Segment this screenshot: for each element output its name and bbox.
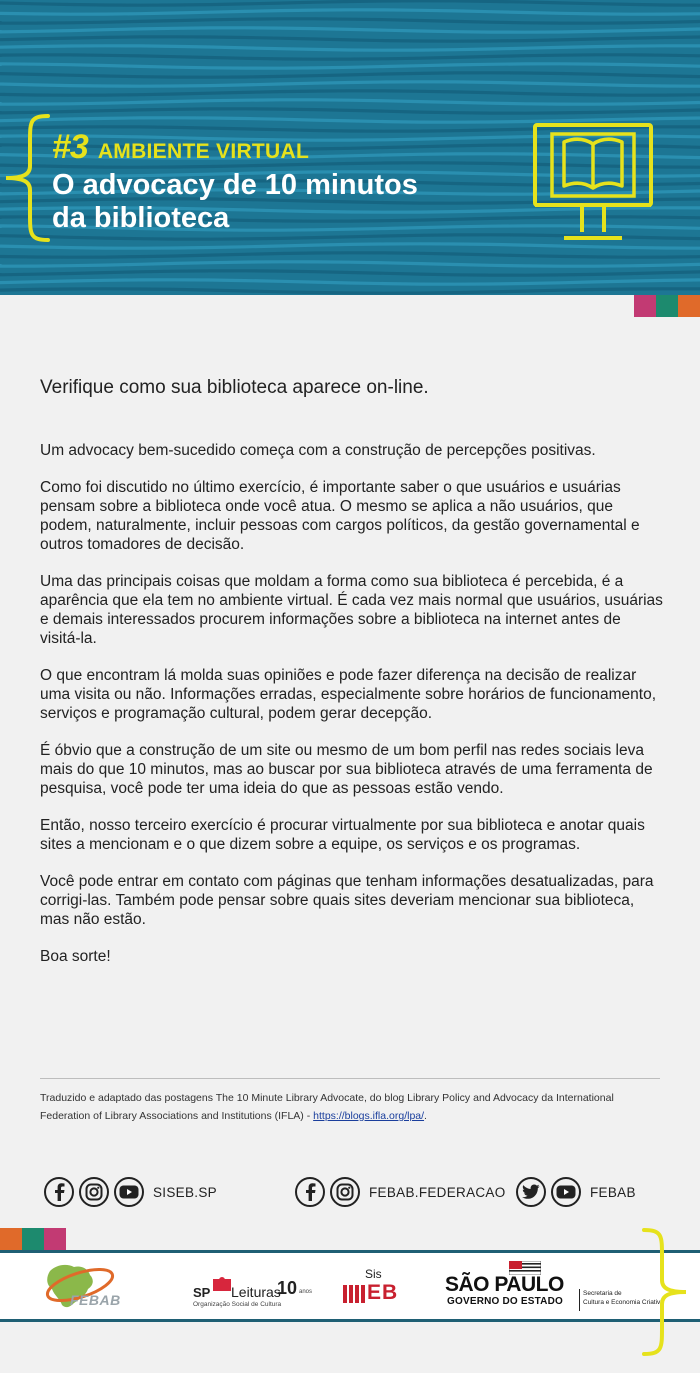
paragraph: Uma das principais coisas que moldam a forma como sua biblioteca é percebida, é a aparência que ela tem no ambiente virtual. É cada vez mais normal que usuários, usuárias e demais interessados procurem informações sobre a biblioteca na internet antes de visitá-la. xyxy=(40,573,663,647)
siseb-stripes-mark xyxy=(343,1285,365,1303)
siseb-eb: EB xyxy=(367,1281,399,1304)
sp-leituras-logo[interactable] xyxy=(193,1275,318,1309)
credit-note xyxy=(40,1089,665,1125)
sp-leituras-anos: anos xyxy=(299,1289,313,1295)
governo-estado: GOVERNO DO ESTADO xyxy=(447,1296,564,1307)
twitter-icon[interactable] xyxy=(516,1177,546,1207)
ifla-link[interactable]: https://blogs.ifla.org/lpa/ xyxy=(313,1110,425,1122)
secretaria-line-2: Cultura e Economia Criativa xyxy=(583,1299,664,1306)
color-square-orange xyxy=(0,1228,22,1250)
paragraph: É óbvio que a construção de um site ou mesmo de um bom perfil nas redes sociais leva mais do que 10 minutos, mas ao buscar por sua biblioteca através de uma ferramenta de pesquisa, você pode ter uma ideia do que as pessoas estão vendo. xyxy=(40,742,653,797)
sao-paulo-title: SÃO PAULO xyxy=(445,1273,564,1296)
social-group-febab-federacao xyxy=(295,1176,506,1208)
social-group-febab xyxy=(516,1176,636,1208)
social-handle[interactable]: SISEB.SP xyxy=(153,1184,217,1200)
exercise-label: AMBIENTE VIRTUAL xyxy=(97,140,310,163)
header-banner xyxy=(0,0,700,295)
logo-divider xyxy=(579,1289,580,1311)
credit-text: Traduzido e adaptado das postagens The 10 Minute Library Advocate, do blog Library Policy and Advocacy da International Federation of Library Associations and Institutions (IFLA) - xyxy=(40,1092,614,1122)
febab-wordmark: FEBAB xyxy=(70,1292,121,1308)
social-group-siseb xyxy=(44,1176,217,1208)
sao-paulo-government-logo[interactable] xyxy=(445,1261,670,1313)
youtube-icon[interactable] xyxy=(114,1177,144,1207)
social-handle[interactable]: FEBAB.FEDERACAO xyxy=(369,1184,506,1200)
color-square-magenta xyxy=(634,295,656,317)
facebook-icon[interactable] xyxy=(44,1177,74,1207)
sp-leituras-subtitle: Organização Social de Cultura xyxy=(193,1301,282,1308)
monitor-book-icon xyxy=(530,122,656,244)
credit-end: . xyxy=(424,1110,427,1122)
sp-leituras-name: Leituras xyxy=(231,1284,281,1300)
color-square-green xyxy=(22,1228,44,1250)
color-square-magenta xyxy=(44,1228,66,1250)
color-square-green xyxy=(656,295,678,317)
exercise-number: #3 xyxy=(52,128,88,166)
color-square-orange xyxy=(678,295,700,317)
title-line-2: da biblioteca xyxy=(52,202,230,234)
article-body xyxy=(40,375,665,984)
youtube-icon[interactable] xyxy=(551,1177,581,1207)
divider xyxy=(40,1078,660,1079)
social-handle[interactable]: FEBAB xyxy=(590,1184,636,1200)
paragraph: O que encontram lá molda suas opiniões e pode fazer diferença na decisão de realizar uma visita ou não. Informações erradas, especialmente sobre horários de funcionamento, serviços e programação cultural, podem gerar decepção. xyxy=(40,667,657,722)
sp-leituras-years: 10 xyxy=(277,1278,298,1298)
sp-leituras-sp: SP xyxy=(193,1285,211,1300)
footer-logos xyxy=(0,1250,700,1322)
left-brace-decoration xyxy=(0,112,52,244)
paragraph: Como foi discutido no último exercício, é importante saber o que usuários e usuárias pensam sobre a biblioteca onde você atua. O mesmo se aplica a não usuários, que podem, naturalmente, incluir pessoas com cargos políticos, da gestão governamental e outros tomadores de decisão. xyxy=(40,479,640,553)
facebook-icon[interactable] xyxy=(295,1177,325,1207)
book-mark-icon xyxy=(213,1277,231,1291)
instagram-icon[interactable] xyxy=(79,1177,109,1207)
instagram-icon[interactable] xyxy=(330,1177,360,1207)
title-line-1: O advocacy de 10 minutos xyxy=(52,169,418,201)
febab-logo[interactable] xyxy=(40,1259,135,1315)
paragraph: Um advocacy bem-sucedido começa com a construção de percepções positivas. xyxy=(40,442,596,459)
sign-off: Boa sorte! xyxy=(40,948,111,965)
paragraph: Então, nosso terceiro exercício é procurar virtualmente por sua biblioteca e anotar quais sites a mencionam e o que dizem sobre a equipe, os serviços e os programas. xyxy=(40,817,645,853)
page-title xyxy=(52,169,418,235)
paragraph: Você pode entrar em contato com páginas que tenham informações desatualizadas, para corrigi-las. Também pode pensar sobre quais sites deveriam mencionar sua biblioteca, mas não estão. xyxy=(40,873,654,928)
siseb-sis: Sis xyxy=(365,1267,382,1281)
lead-text: Verifique como sua biblioteca aparece on-line. xyxy=(40,377,429,398)
header-text xyxy=(52,128,418,235)
right-brace-decoration xyxy=(640,1226,692,1358)
siseb-logo[interactable] xyxy=(343,1267,409,1307)
secretaria-line-1: Secretaria de xyxy=(583,1290,622,1297)
